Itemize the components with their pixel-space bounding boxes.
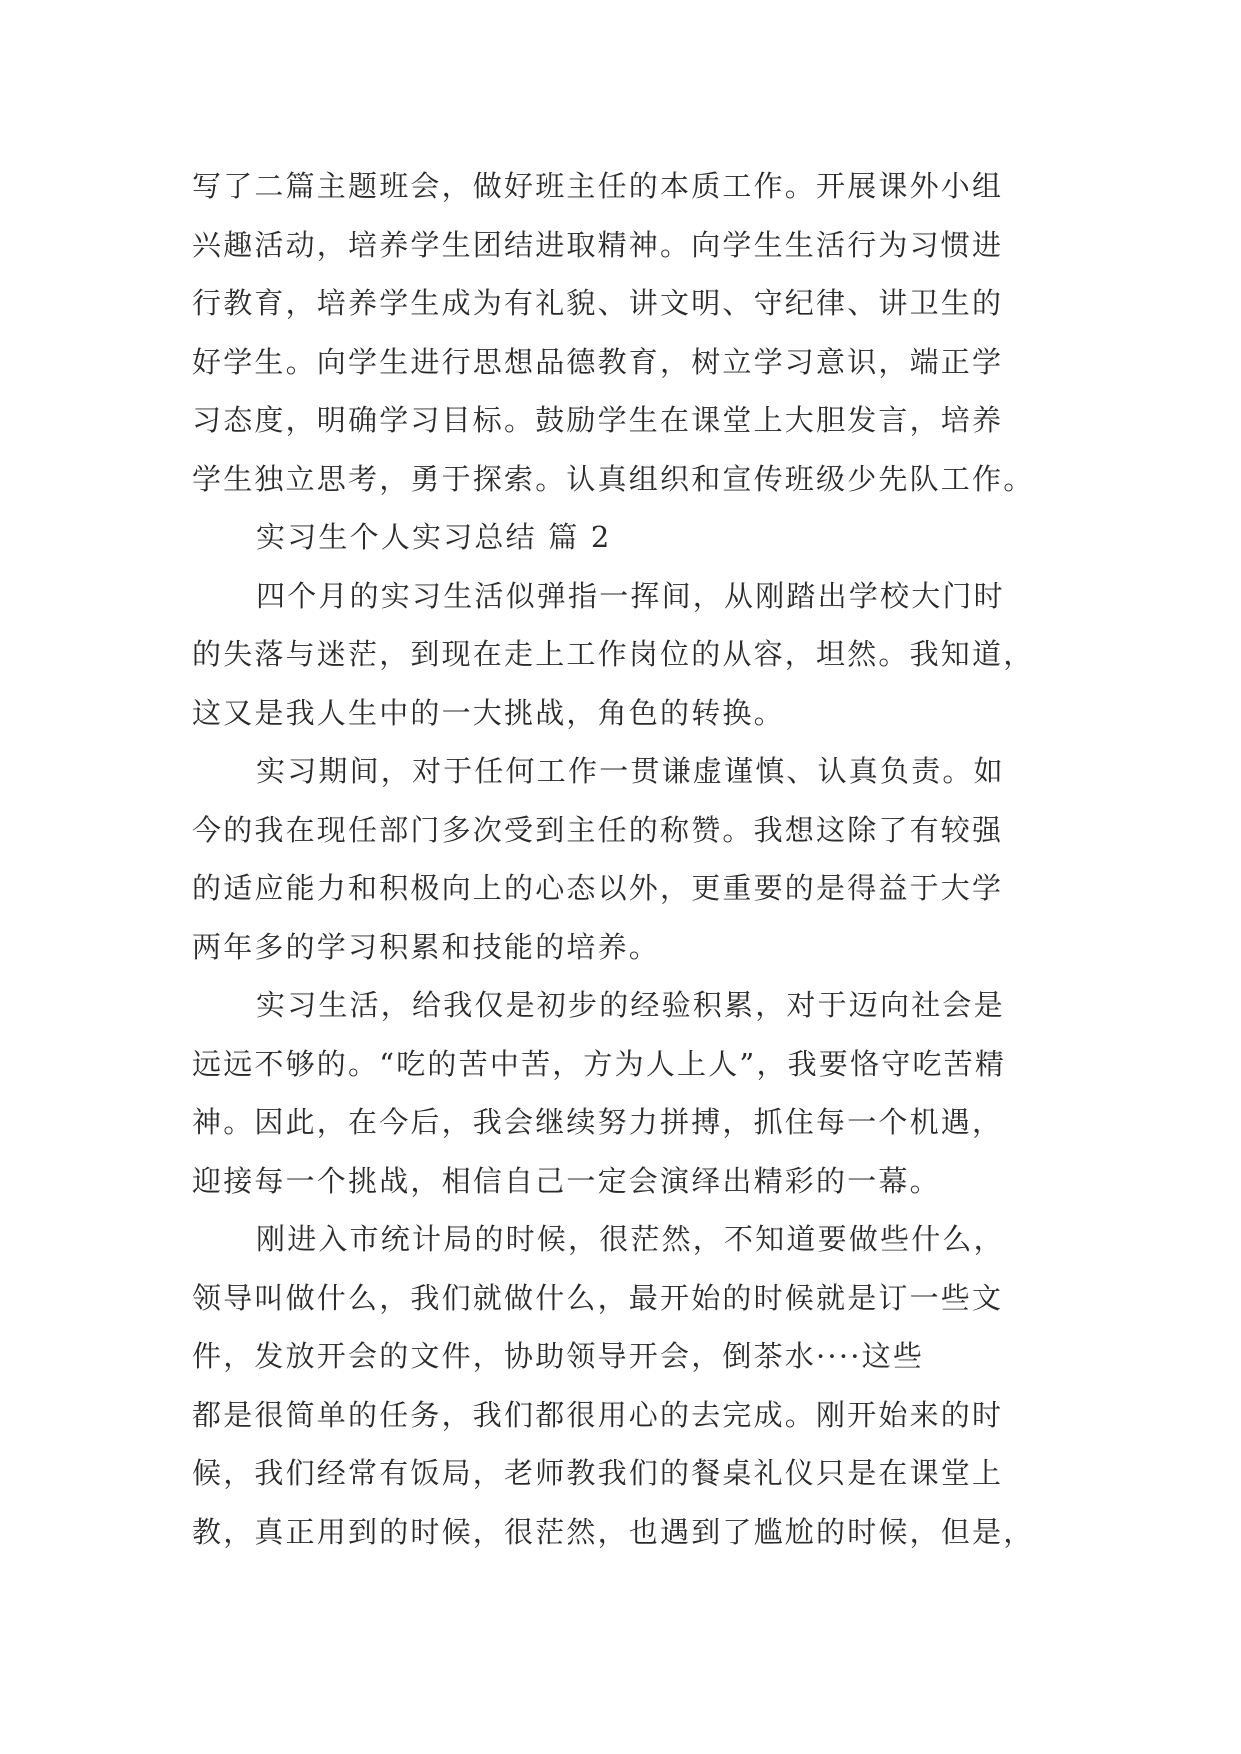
text-line: 两年多的学习积累和技能的培养。 bbox=[192, 929, 661, 964]
document-body bbox=[192, 157, 1052, 1561]
text-line: 今的我在现任部门多次受到主任的称赞。我想这除了有较强 bbox=[192, 812, 1004, 847]
text-line: 行教育，培养学生成为有礼貌、讲文明、守纪律、讲卫生的 bbox=[192, 286, 1004, 320]
text-line: 都是很简单的任务，我们都很用心的去完成。刚开始来的时 bbox=[192, 1397, 1004, 1432]
text-line: 刚进入市统计局的时候，很茫然，不知道要做些什么， bbox=[256, 1222, 1005, 1256]
text-line: 实习期间，对于任何工作一贯谦虚谨慎、认真负责。如 bbox=[256, 754, 1005, 788]
text-line: 候，我们经常有饭局，老师教我们的餐桌礼仪只是在课堂上 bbox=[192, 1456, 1004, 1490]
section-heading: 实习生个人实习总结 篇 2 bbox=[256, 520, 612, 554]
text-line: 这又是我人生中的一大挑战，角色的转换。 bbox=[192, 695, 785, 730]
text-line: 实习生活，给我仅是初步的经验积累，对于迈向社会是 bbox=[256, 988, 1005, 1022]
text-line: 习态度，明确学习目标。鼓励学生在课堂上大胆发言，培养 bbox=[192, 403, 1004, 437]
text-line: 四个月的实习生活似弹指一挥间，从刚踏出学校大门时 bbox=[256, 578, 1005, 613]
text-line: 好学生。向学生进行思想品德教育，树立学习意识，端正学 bbox=[192, 344, 1004, 379]
text-line: 件，发放开会的文件，协助领导开会，倒茶水····这些 bbox=[192, 1339, 925, 1373]
text-line: 远远不够的。“吃的苦中苦，方为人上人”，我要恪守吃苦精 bbox=[192, 1046, 1007, 1081]
text-line: 的适应能力和积极向上的心态以外，更重要的是得益于大学 bbox=[192, 871, 1004, 905]
text-line: 领导叫做什么，我们就做什么，最开始的时候就是订一些文 bbox=[192, 1280, 1004, 1315]
text-line: 的失落与迷茫，到现在走上工作岗位的从容，坦然。我知道， bbox=[192, 637, 1035, 671]
text-line: 写了二篇主题班会，做好班主任的本质工作。开展课外小组 bbox=[192, 169, 1004, 203]
text-line: 学生独立思考，勇于探索。认真组织和宣传班级少先队工作。 bbox=[192, 461, 1035, 496]
text-line: 教，真正用到的时候，很茫然，也遇到了尴尬的时候，但是， bbox=[192, 1514, 1035, 1549]
text-line: 迎接每一个挑战，相信自己一定会演绎出精彩的一幕。 bbox=[192, 1163, 941, 1198]
text-line: 兴趣活动，培养学生团结进取精神。向学生生活行为习惯进 bbox=[192, 227, 1004, 262]
text-line: 神。因此，在今后，我会继续努力拼搏，抓住每一个机遇， bbox=[192, 1105, 1004, 1139]
